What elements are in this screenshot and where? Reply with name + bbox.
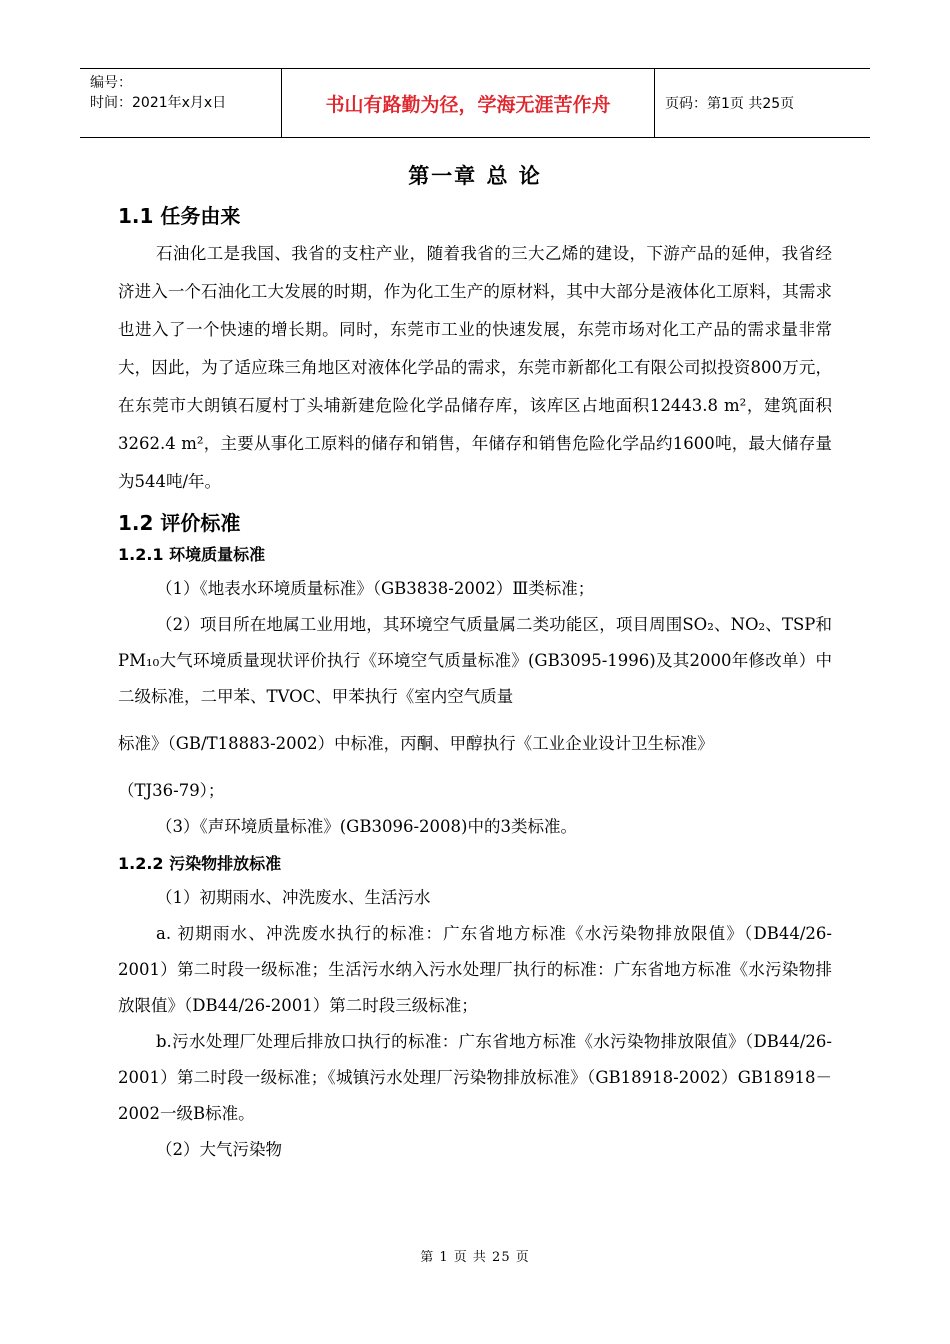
header-motto: 书山有路勤为径，学海无涯苦作舟	[282, 69, 655, 137]
section-heading-1-2-1: 1.2.1 环境质量标准	[118, 545, 266, 564]
emission-item-1: （1）初期雨水、冲洗废水、生活污水	[156, 888, 431, 907]
header-page-info: 页码：第1页 共25页	[665, 96, 795, 112]
document-header	[80, 68, 870, 138]
standard-item-2a: （2）项目所在地属工业用地，其环境空气质量属二类功能区，项目周围SO₂、NO₂、TSP和PM₁₀大气环境质量现状评价执行《环境空气质量标准》(GB3095-1996)及其2000年修改单）中二级标准，二甲苯、TVOC、甲苯执行《室内空气质量	[118, 615, 832, 706]
page-footer: 第 1 页 共 25 页	[420, 1250, 530, 1265]
standard-item-2c: （TJ36-79）；	[118, 781, 225, 800]
section-heading-1-2: 1.2 评价标准	[118, 511, 241, 535]
standard-item-2b: 标准》（GB/T18883-2002）中标准，丙酮、甲醇执行《工业企业设计卫生标准》	[118, 734, 714, 753]
time-label: 时间：2021年x月x日	[90, 95, 227, 111]
number-label: 编号：	[90, 75, 132, 91]
emission-para-b: b.污水处理厂处理后排放口执行的标准：广东省地方标准《水污染物排放限值》（DB44/26-2001）第二时段一级标准；《城镇污水处理厂污染物排放标准》（GB18918-2002）GB18918－2002一级B标准。	[118, 1032, 832, 1123]
standard-item-3: （3）《声环境质量标准》(GB3096-2008)中的3类标准。	[156, 817, 577, 836]
document-body	[118, 150, 832, 1168]
emission-item-2: （2）大气污染物	[156, 1140, 282, 1159]
header-meta	[80, 69, 282, 137]
section-heading-1-1: 1.1 任务由来	[118, 204, 241, 228]
standard-item-1: （1）《地表水环境质量标准》（GB3838-2002）Ⅲ类标准；	[156, 579, 595, 598]
section-heading-1-2-2: 1.2.2 污染物排放标准	[118, 854, 282, 873]
chapter-title: 第一章 总 论	[408, 164, 542, 188]
emission-para-a: a. 初期雨水、冲洗废水执行的标准：广东省地方标准《水污染物排放限值》（DB44/26-2001）第二时段一级标准；生活污水纳入污水处理厂执行的标准：广东省地方标准《水污染物排放限值》（DB44/26-2001）第二时段三级标准；	[118, 924, 832, 1015]
section-1-1-paragraph: 石油化工是我国、我省的支柱产业，随着我省的三大乙烯的建设，下游产品的延伸，我省经济进入一个石油化工大发展的时期，作为化工生产的原材料，其中大部分是液体化工原料，其需求也进入了一个快速的增长期。同时，东莞市工业的快速发展，东莞市场对化工产品的需求量非常大，因此，为了适应珠三角地区对液体化学品的需求，东莞市新都化工有限公司拟投资800万元，在东莞市大朗镇石厦村丁头埔新建危险化学品储存库，该库区占地面积12443.8 m²，建筑面积3262.4 m²，主要从事化工原料的储存和销售，年储存和销售危险化学品约1600吨，最大储存量为544吨/年。	[118, 244, 832, 491]
